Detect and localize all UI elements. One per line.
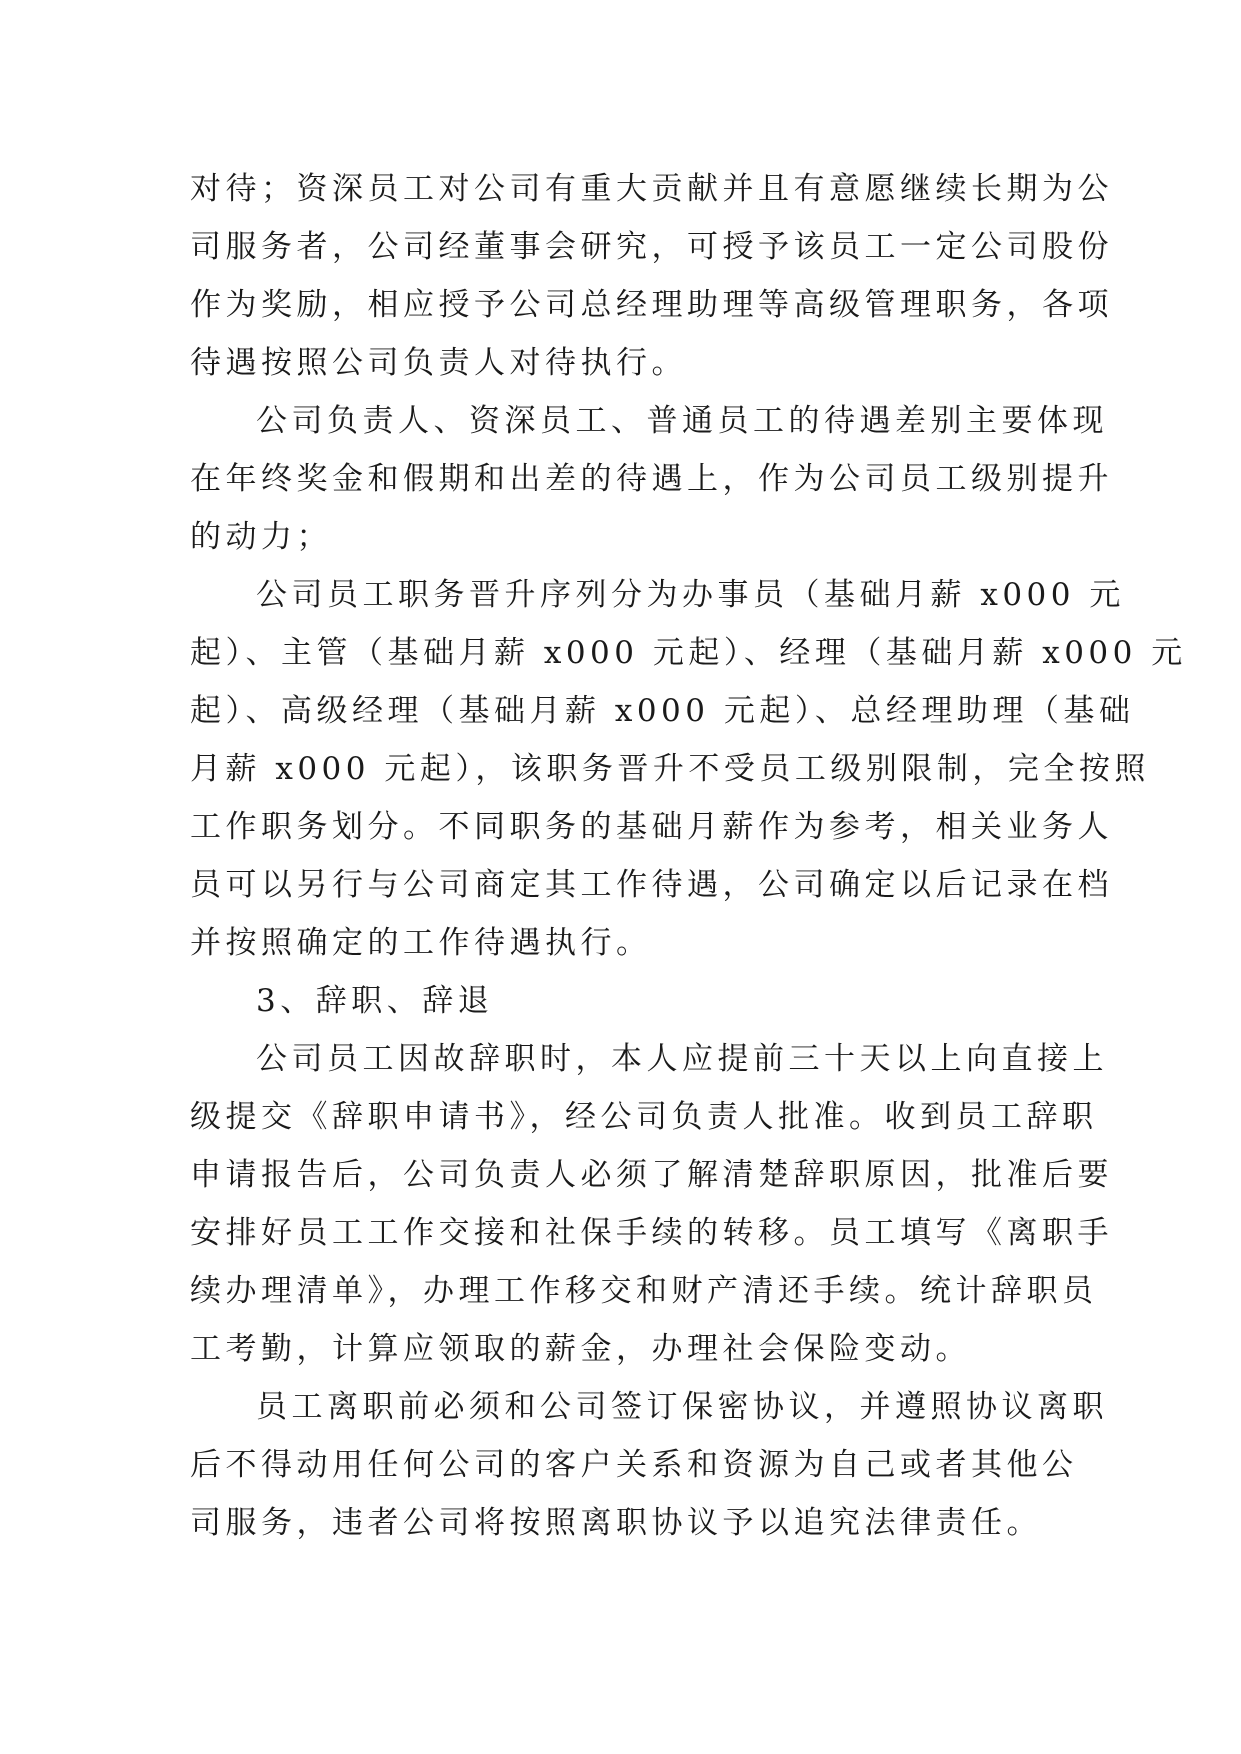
text-line: 在年终奖金和假期和出差的待遇上，作为公司员工级别提升 [190, 461, 1113, 497]
text-line: 起）、高级经理（基础月薪 x000 元起）、总经理助理（基础 [190, 693, 1135, 729]
text-line: 级提交《辞职申请书》，经公司负责人批准。收到员工辞职 [190, 1099, 1098, 1135]
text-line: 续办理清单》，办理工作移交和财产清还手续。统计辞职员 [190, 1273, 1098, 1309]
text-line: 司服务，违者公司将按照离职协议予以追究法律责任。 [190, 1505, 1042, 1541]
text-line: 申请报告后，公司负责人必须了解清楚辞职原因，批准后要 [190, 1157, 1113, 1193]
text-line: 对待；资深员工对公司有重大贡献并且有意愿继续长期为公 [190, 171, 1113, 207]
text-line: 的动力； [190, 519, 332, 555]
text-line: 月薪 x000 元起），该职务晋升不受员工级别限制，完全按照 [190, 751, 1150, 787]
text-line: 安排好员工工作交接和社保手续的转移。员工填写《离职手 [190, 1215, 1113, 1251]
text-line: 公司负责人、资深员工、普通员工的待遇差别主要体现 [256, 403, 1108, 439]
text-line: 待遇按照公司负责人对待执行。 [190, 345, 687, 381]
text-line: 员可以另行与公司商定其工作待遇，公司确定以后记录在档 [190, 867, 1113, 903]
text-line: 公司员工因故辞职时，本人应提前三十天以上向直接上 [256, 1041, 1108, 1077]
text-line: 工作职务划分。不同职务的基础月薪作为参考，相关业务人 [190, 809, 1113, 845]
text-line: 公司员工职务晋升序列分为办事员（基础月薪 x000 元 [256, 577, 1125, 613]
text-line: 起）、主管（基础月薪 x000 元起）、经理（基础月薪 x000 元 [190, 635, 1187, 671]
text-line: 作为奖励，相应授予公司总经理助理等高级管理职务，各项 [190, 287, 1113, 323]
section-heading: 3、辞职、辞退 [256, 983, 494, 1019]
text-line: 工考勤，计算应领取的薪金，办理社会保险变动。 [190, 1331, 971, 1367]
text-line: 司服务者，公司经董事会研究，可授予该员工一定公司股份 [190, 229, 1113, 265]
text-line: 并按照确定的工作待遇执行。 [190, 925, 652, 961]
document-body [190, 160, 1187, 1552]
text-line: 后不得动用任何公司的客户关系和资源为自己或者其他公 [190, 1447, 1078, 1483]
text-line: 员工离职前必须和公司签订保密协议，并遵照协议离职 [256, 1389, 1108, 1425]
